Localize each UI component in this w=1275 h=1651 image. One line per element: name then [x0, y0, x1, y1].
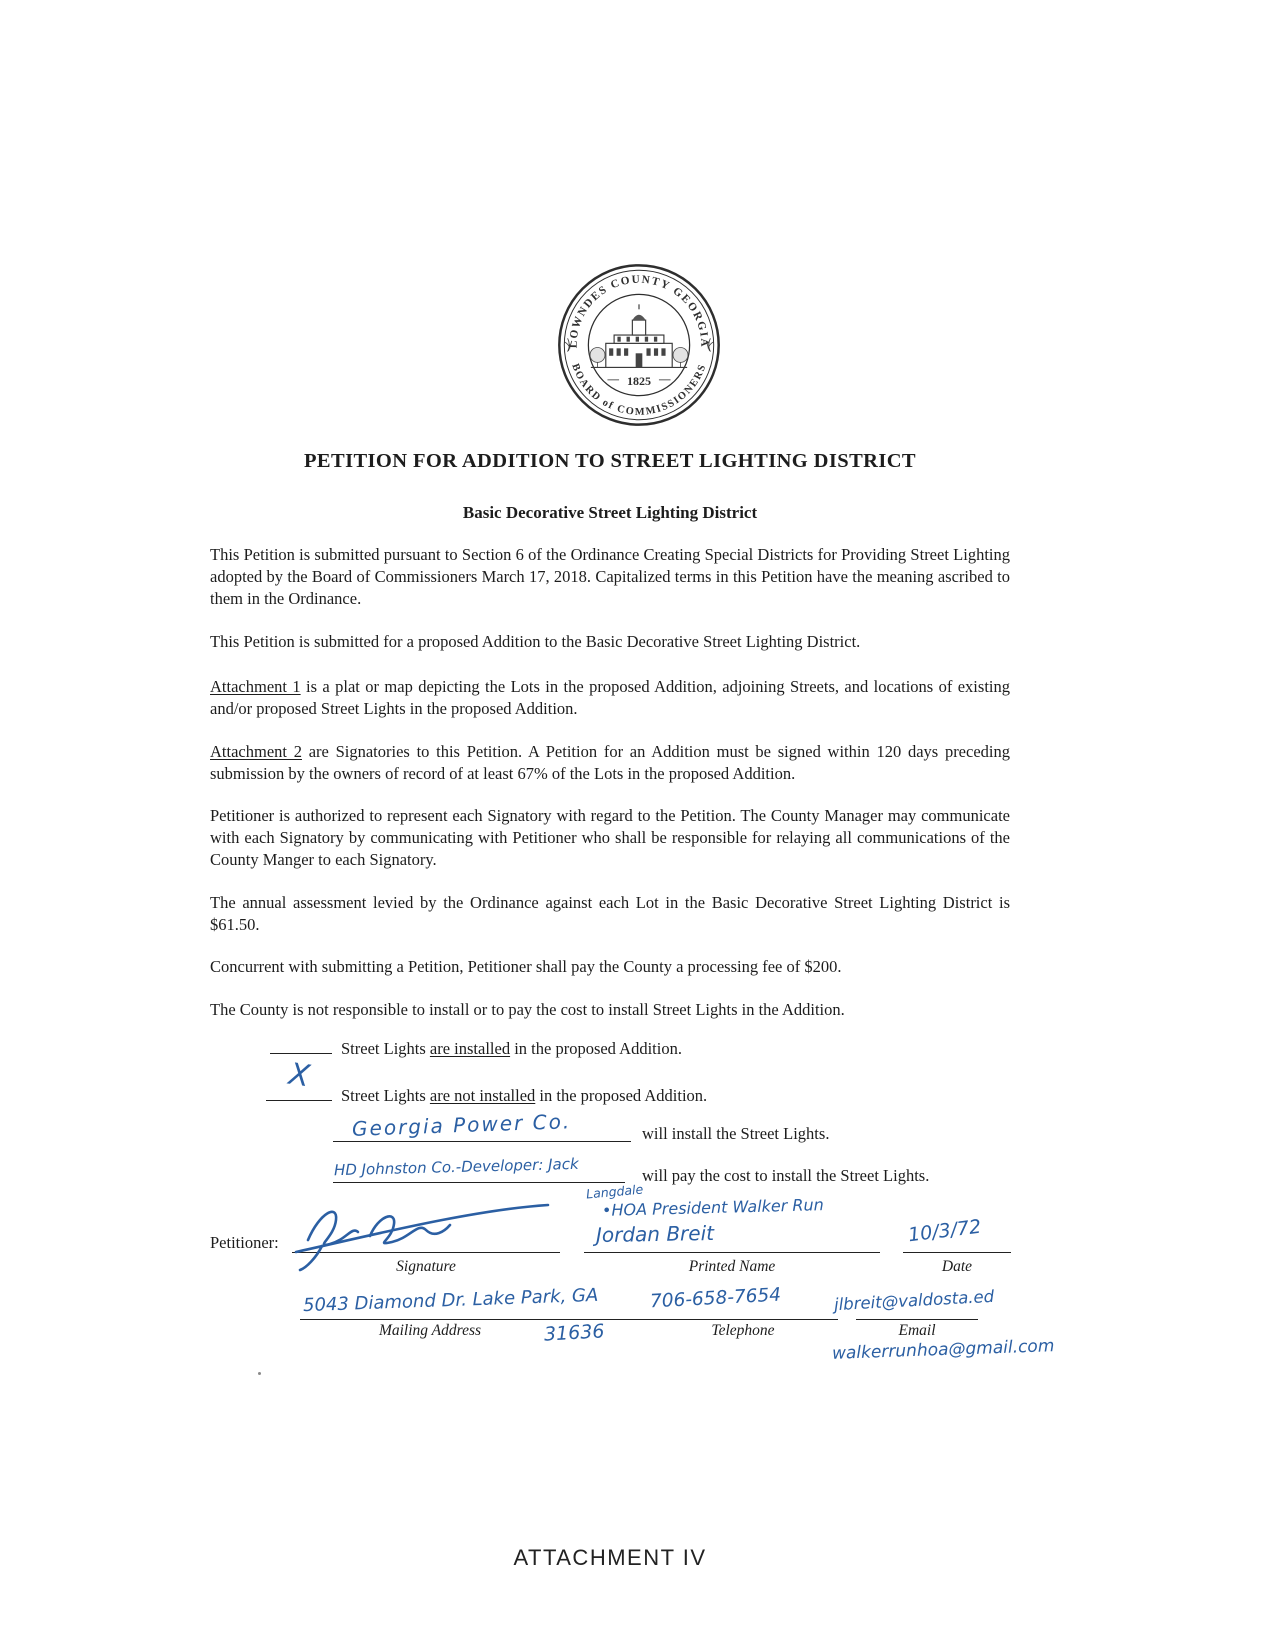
handwritten-payer: HD Johnston Co.-Developer: Jack: [333, 1154, 579, 1180]
document-title: PETITION FOR ADDITION TO STREET LIGHTING DISTRICT: [304, 450, 916, 472]
signature-caption: Signature: [396, 1258, 456, 1275]
installed-text: Street Lights are installed in the proposed Addition.: [341, 1039, 682, 1058]
handwritten-mailing-address: 5043 Diamond Dr. Lake Park, GA: [302, 1284, 599, 1317]
not-installed-text: Street Lights are not installed in the proposed Addition.: [341, 1086, 708, 1105]
handwritten-printed-name: Jordan Breit: [595, 1220, 715, 1248]
handwritten-telephone: 706-658-7654: [649, 1284, 782, 1313]
handwritten-email: jlbreit@valdosta.ed: [833, 1286, 995, 1315]
petitioner-label: Petitioner:: [210, 1233, 279, 1252]
payer-suffix-text: will pay the cost to install the Street Lights.: [642, 1166, 930, 1185]
installer-suffix-text: will install the Street Lights.: [642, 1124, 830, 1143]
handwritten-installer: Georgia Power Co.: [351, 1109, 572, 1141]
attachment-footer: ATTACHMENT IV: [513, 1545, 707, 1570]
mailing-address-caption: Mailing Address: [378, 1322, 482, 1339]
scan-artifact-dot: [258, 1372, 261, 1375]
date-caption: Date: [941, 1258, 973, 1275]
telephone-caption: Telephone: [711, 1322, 775, 1339]
attachment-2-text: are Signatories to this Petition. A Petition for an Addition must be signed within 120 days preceding submission by the owners of record of at least 67% of the Lots in the proposed Addition.: [210, 742, 1010, 783]
paragraph-county-responsibility: The County is not responsible to install or to pay the cost to install Street Lights in the Addition.: [210, 1000, 845, 1019]
option-lights-installed: [270, 1036, 682, 1059]
seal-top-text: LOWNDES COUNTY GEORGIA: [567, 273, 711, 349]
seal-year: 1825: [626, 373, 652, 388]
option-lights-not-installed: [266, 1083, 707, 1106]
paragraph-annual-assessment: The annual assessment levied by the Ordinance against each Lot in the Basic Decorative Street Lighting District is $61.50.: [210, 893, 1010, 934]
paragraph-proposed-addition: This Petition is submitted for a proposed Addition to the Basic Decorative Street Lighting District.: [210, 632, 861, 651]
paragraph-attachment-1: [210, 676, 1010, 720]
installed-blank-line: [270, 1036, 332, 1054]
paragraph-ordinance-basis: This Petition is submitted pursuant to Section 6 of the Ordinance Creating Special Districts for Providing Street Lighting adopted by the Board of Commissioners March 17, 2018. Capitalized terms in this Petition have the meaning ascribed to them in the Ordinance.: [210, 545, 1010, 608]
handwritten-payer-line2: Langdale: [585, 1181, 644, 1202]
attachment-1-text: is a plat or map depicting the Lots in the proposed Addition, adjoining Streets, and locations of existing and/or proposed Street Lights in the proposed Addition.: [210, 677, 1010, 718]
paragraph-attachment-2: [210, 741, 1010, 785]
document-subtitle: Basic Decorative Street Lighting District: [462, 503, 758, 522]
seal-courthouse: [591, 304, 687, 367]
handwritten-email-2: walkerrunhoa@gmail.com: [831, 1336, 1055, 1364]
paragraph-processing-fee: Concurrent with submitting a Petition, Petitioner shall pay the County a processing fee of $200.: [210, 957, 842, 976]
seal-bottom-text: BOARD of COMMISSIONERS: [569, 362, 709, 418]
county-seal: [556, 262, 722, 428]
handwritten-date: 10/3/72: [906, 1215, 983, 1247]
handwritten-zip: 31636: [543, 1320, 605, 1346]
paragraph-petitioner-authorization: Petitioner is authorized to represent each Signatory with regard to the Petition. The County Manager may communicate with each Signatory by communicating with Petitioner who shall be responsible for relaying all communications of the County Manger to each Signatory.: [210, 806, 1010, 869]
handwritten-x-mark: X: [286, 1056, 312, 1095]
handwritten-hoa-note: •HOA President Walker Run: [601, 1195, 825, 1220]
attachment-1-label: Attachment 1: [210, 677, 301, 696]
email-caption: Email: [898, 1322, 936, 1339]
attachment-2-label: Attachment 2: [210, 742, 302, 761]
printed-name-caption: Printed Name: [688, 1258, 776, 1275]
